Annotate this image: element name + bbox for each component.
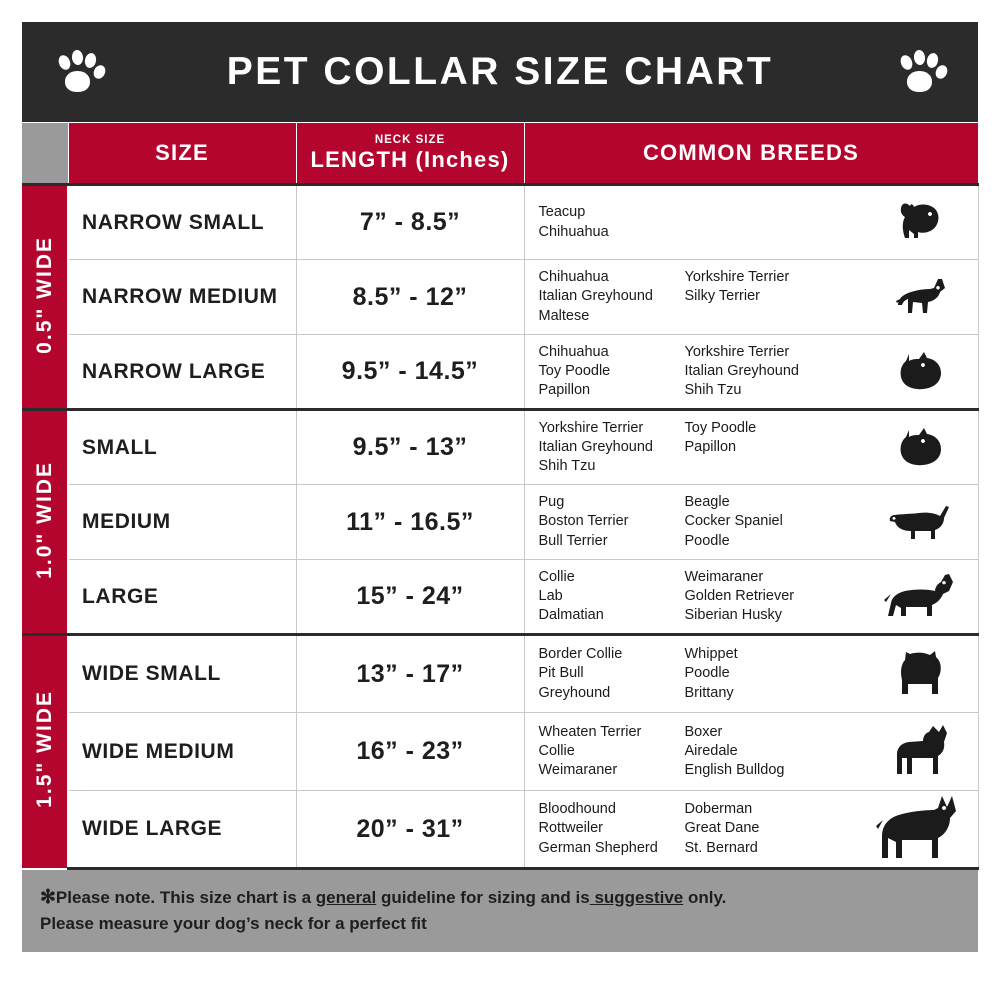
width-group-label-cell: [22, 185, 68, 410]
table-row: [22, 260, 978, 335]
breeds-column-1: Chihuahua Toy Poodle Papillon: [538, 343, 611, 399]
footer-emphasis-general: general: [315, 888, 377, 907]
column-header-length: [296, 123, 524, 185]
pomeranian-silhouette-icon: [876, 425, 968, 471]
table-row: [22, 560, 978, 635]
breeds-column-1: Yorkshire Terrier Italian Greyhound Shih Tzu: [538, 419, 653, 475]
breeds-cell: [524, 713, 978, 791]
breeds-column-1: Teacup Chihuahua: [538, 204, 609, 240]
width-group-label: 1.0" WIDE: [32, 460, 56, 579]
footer-text-e: only.: [683, 888, 727, 907]
boxer-silhouette-icon: [876, 724, 968, 780]
size-value: WIDE SMALL: [68, 635, 296, 713]
footer-line-1: [40, 884, 960, 912]
footer-emphasis-suggestive: suggestive: [589, 888, 684, 907]
size-value: NARROW LARGE: [68, 335, 296, 410]
breeds-column-1: Border Collie Pit Bull Greyhound: [538, 646, 623, 701]
table-head: [22, 123, 978, 185]
pomeranian-silhouette-icon: [876, 349, 968, 395]
footer-text-a: Please note. This size chart is a: [55, 888, 316, 907]
breeds-cell: [524, 635, 978, 713]
breeds-cell: [524, 791, 978, 869]
length-value: 9.5” - 14.5”: [296, 335, 524, 410]
breeds-column-1: Chihuahua Italian Greyhound Maltese: [538, 269, 653, 324]
size-value: NARROW MEDIUM: [68, 260, 296, 335]
breeds-cell: [524, 485, 978, 560]
breeds-column-1: Collie Lab Dalmatian: [538, 568, 604, 624]
size-chart-table: [22, 122, 979, 870]
bulldog-silhouette-icon: [876, 648, 968, 700]
breeds-column-1: Bloodhound Rottweiler German Shepherd: [538, 801, 658, 856]
footer-line-2: Please measure your dog’s neck for a perfect fit: [40, 913, 427, 933]
doberman-silhouette-icon: [876, 794, 968, 864]
length-value: 11” - 16.5”: [296, 485, 524, 560]
paw-print-icon: [56, 49, 102, 95]
footer-note: [22, 870, 978, 952]
size-value: LARGE: [68, 560, 296, 635]
table-row: [22, 635, 978, 713]
width-group-label: 0.5" WIDE: [32, 235, 56, 354]
table-row: [22, 713, 978, 791]
column-header-length-inches: LENGTH (Inches): [310, 146, 510, 172]
breeds-cell: [524, 260, 978, 335]
length-value: 15” - 24”: [296, 560, 524, 635]
beagle-silhouette-icon: [876, 501, 968, 543]
table-body: [22, 185, 978, 869]
length-value: 20” - 31”: [296, 791, 524, 869]
retriever-silhouette-icon: [876, 572, 968, 622]
breeds-column-2: [685, 203, 845, 242]
column-header-neck-size: NECK SIZE: [374, 134, 446, 147]
chart-header: [22, 22, 978, 122]
table-row: [22, 485, 978, 560]
size-value: SMALL: [68, 410, 296, 485]
chihuahua-silhouette-icon: [876, 275, 968, 319]
column-header-breeds: COMMON BREEDS: [524, 123, 978, 185]
width-group-label-cell: [22, 410, 68, 635]
breeds-column-1: Pug Boston Terrier Bull Terrier: [538, 494, 629, 549]
footer-text-c: guideline for sizing and is: [376, 888, 590, 907]
length-value: 8.5” - 12”: [296, 260, 524, 335]
length-value: 13” - 17”: [296, 635, 524, 713]
length-value: 16” - 23”: [296, 713, 524, 791]
page-title: PET COLLAR SIZE CHART: [226, 50, 774, 93]
corner-cell: [22, 123, 68, 185]
table-row: [22, 791, 978, 869]
asterisk-icon: ✻: [40, 887, 56, 908]
breeds-column-2: Beagle Cocker Spaniel Poodle: [684, 494, 783, 549]
size-value: WIDE LARGE: [68, 791, 296, 869]
length-value: 7” - 8.5”: [296, 185, 524, 260]
length-value: 9.5” - 13”: [296, 410, 524, 485]
table-row: [22, 335, 978, 410]
breeds-cell: [524, 410, 978, 485]
width-group-label-cell: [22, 635, 68, 869]
table-row: [22, 410, 978, 485]
breeds-column-1: Wheaten Terrier Collie Weimaraner: [538, 723, 642, 779]
paw-print-icon: [898, 49, 944, 95]
table-row: [22, 185, 978, 260]
breeds-cell: [524, 185, 978, 260]
breeds-column-2: Doberman Great Dane St. Bernard: [684, 801, 760, 856]
breeds-column-2: Boxer Airedale English Bulldog: [684, 723, 785, 779]
breeds-column-2: Toy Poodle Papillon: [684, 419, 757, 455]
breeds-column-2: Yorkshire Terrier Italian Greyhound Shih Tzu: [684, 343, 799, 399]
breeds-column-2: Whippet Poodle Brittany: [684, 646, 738, 701]
size-value: WIDE MEDIUM: [68, 713, 296, 791]
breeds-column-2: Weimaraner Golden Retriever Siberian Husky: [684, 568, 795, 624]
breeds-cell: [524, 560, 978, 635]
breeds-cell: [524, 335, 978, 410]
width-group-label: 1.5" WIDE: [32, 690, 56, 809]
breeds-column-2: Yorkshire Terrier Silky Terrier: [684, 269, 790, 305]
column-header-size: SIZE: [68, 123, 296, 185]
size-value: MEDIUM: [68, 485, 296, 560]
size-value: NARROW SMALL: [68, 185, 296, 260]
yorkie-silhouette-icon: [876, 200, 968, 246]
